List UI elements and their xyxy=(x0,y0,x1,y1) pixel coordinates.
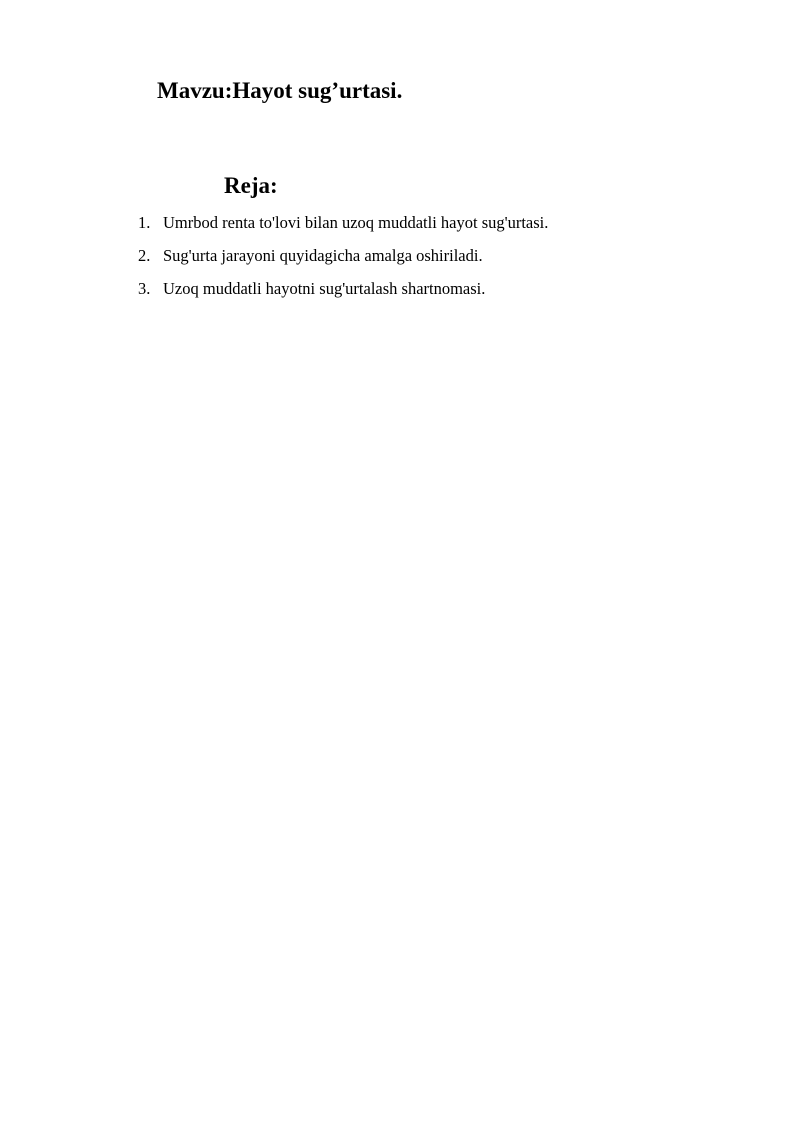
plan-item xyxy=(138,212,548,245)
plan-item-number: 1. xyxy=(138,213,151,232)
document-title: Mavzu:Hayot sug’urtasi. xyxy=(157,78,403,103)
plan-item xyxy=(138,278,548,311)
plan-item-text: Uzoq muddatli hayotni sug'urtalash shartnomasi. xyxy=(163,279,486,298)
plan-item-text: Umrbod renta to'lovi bilan uzoq muddatli hayot sug'urtasi. xyxy=(163,213,549,232)
plan-item-number: 2. xyxy=(138,246,151,265)
plan-item xyxy=(138,245,548,278)
plan-item-text: Sug'urta jarayoni quyidagicha amalga oshiriladi. xyxy=(163,246,483,265)
plan-item-number: 3. xyxy=(138,279,151,298)
plan-heading: Reja: xyxy=(224,173,278,198)
plan-list xyxy=(138,212,548,311)
